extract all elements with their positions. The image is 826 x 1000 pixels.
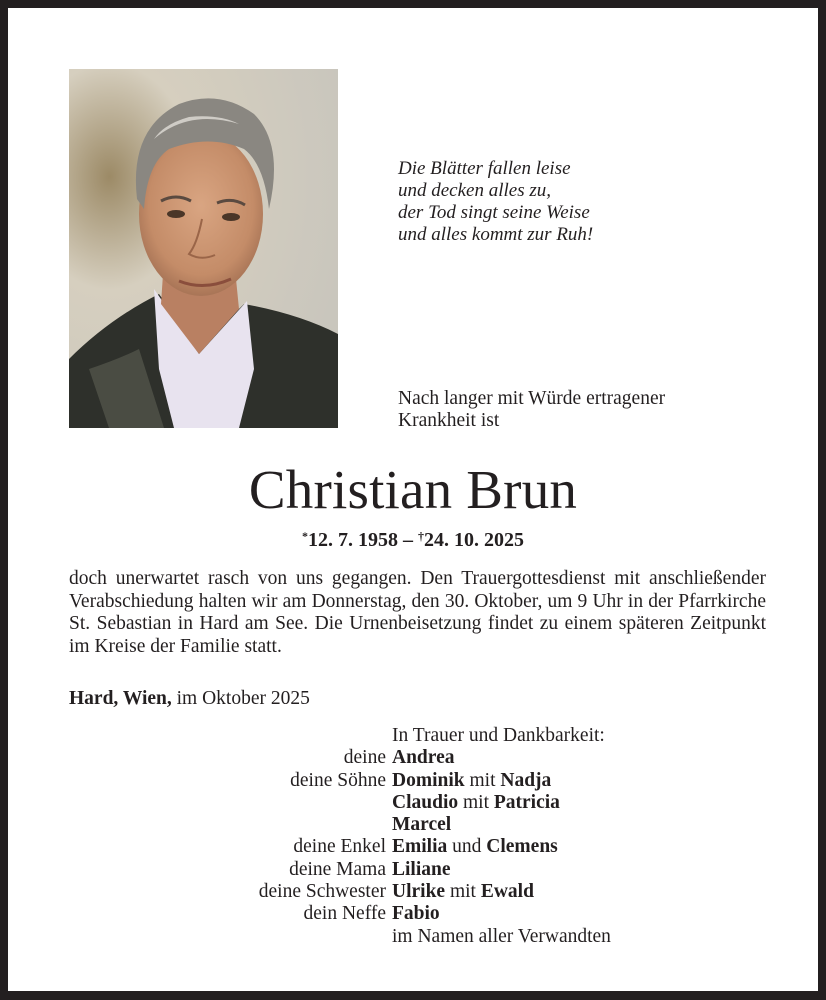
mourner-relation: deine Schwester [258,881,386,903]
mourner-name: Ewald [480,881,534,903]
mourner-relation: deine [343,747,386,769]
portrait-illustration [69,69,338,428]
poem-line: der Tod singt seine Weise [398,202,590,223]
mourner-names [392,836,818,858]
mourners-list [8,725,818,948]
mourner-row [8,770,818,792]
mourner-name: Patricia [493,791,560,813]
poem-line: und alles kommt zur Ruh! [398,224,594,245]
poem-line: Die Blätter fallen leise [398,158,571,179]
mourner-relation [8,926,392,948]
birth-date: 12. 7. 1958 [308,529,398,551]
announcement-body: doch unerwartet rasch von uns gegangen. Den Trauergottesdienst mit anschließender Verabschiedung halten wir am Donnerstag, den 30. Oktober, um 9 Uhr in der Pfarrkirche St. Sebastian in Hard am See. Die Urnenbeisetzung findet zu einem späteren Zeitpunkt im Kreise der Familie statt. [69,568,766,657]
mourner-relation [8,792,392,814]
date-separator: – [398,529,418,551]
mourner-name: Marcel [392,814,452,836]
poem-line: und decken alles zu, [398,180,552,201]
mourner-names [392,903,818,925]
place-names: Hard, Wien, [69,688,172,709]
mourner-names [392,881,818,903]
mourner-name: Nadja [500,769,552,791]
mourner-row [8,747,818,769]
mourner-names [392,926,818,948]
mourner-names [392,747,818,769]
mourner-name: Andrea [392,747,455,769]
mourner-row [8,792,818,814]
mourner-relation: deine Mama [289,858,386,880]
intro-line: Nach langer mit Würde ertragener [398,388,666,409]
mourner-name: Dominik [392,769,465,791]
mourner-names [392,792,818,814]
mourner-name: Emilia [392,836,448,858]
mourner-name: Fabio [392,903,440,925]
mourner-connector: und [447,836,487,858]
mourner-relation: deine Söhne [290,769,386,791]
mourner-names [392,859,818,881]
life-dates [8,524,818,552]
mourner-relation: dein Neffe [303,903,386,925]
portrait-photo [69,69,338,428]
mourner-names [392,814,818,836]
poem-quote [398,158,593,246]
mourner-names [392,770,818,792]
mourner-name: Ulrike [392,881,446,903]
birth-star-icon: * [302,529,308,543]
deceased-name: Christian Brun [248,459,578,520]
mourners-heading-row [8,725,818,747]
mourner-row [8,836,818,858]
death-cross-icon: † [418,529,424,543]
mourner-row [8,814,818,836]
intro-text [398,388,665,432]
mourner-row [8,881,818,903]
mourner-name: Liliane [392,858,451,880]
month-year: im Oktober 2025 [171,688,310,709]
mourner-row [8,926,818,948]
mourner-name: Claudio [392,791,459,813]
mourner-row [8,859,818,881]
obituary-page [8,8,818,991]
mourner-name: Clemens [486,836,558,858]
mourner-relation [8,814,392,836]
intro-line: Krankheit ist [398,410,500,431]
mourner-row [8,903,818,925]
mourner-connector: mit [458,791,494,813]
place-date-line [69,688,310,710]
mourner-relation: deine Enkel [293,836,386,858]
mourner-connector: im Namen aller Verwandten [392,925,611,947]
mourner-connector: mit [445,881,481,903]
mourners-heading: In Trauer und Dankbarkeit: [392,725,605,746]
mourner-connector: mit [464,769,501,791]
death-date: 24. 10. 2025 [424,529,524,551]
